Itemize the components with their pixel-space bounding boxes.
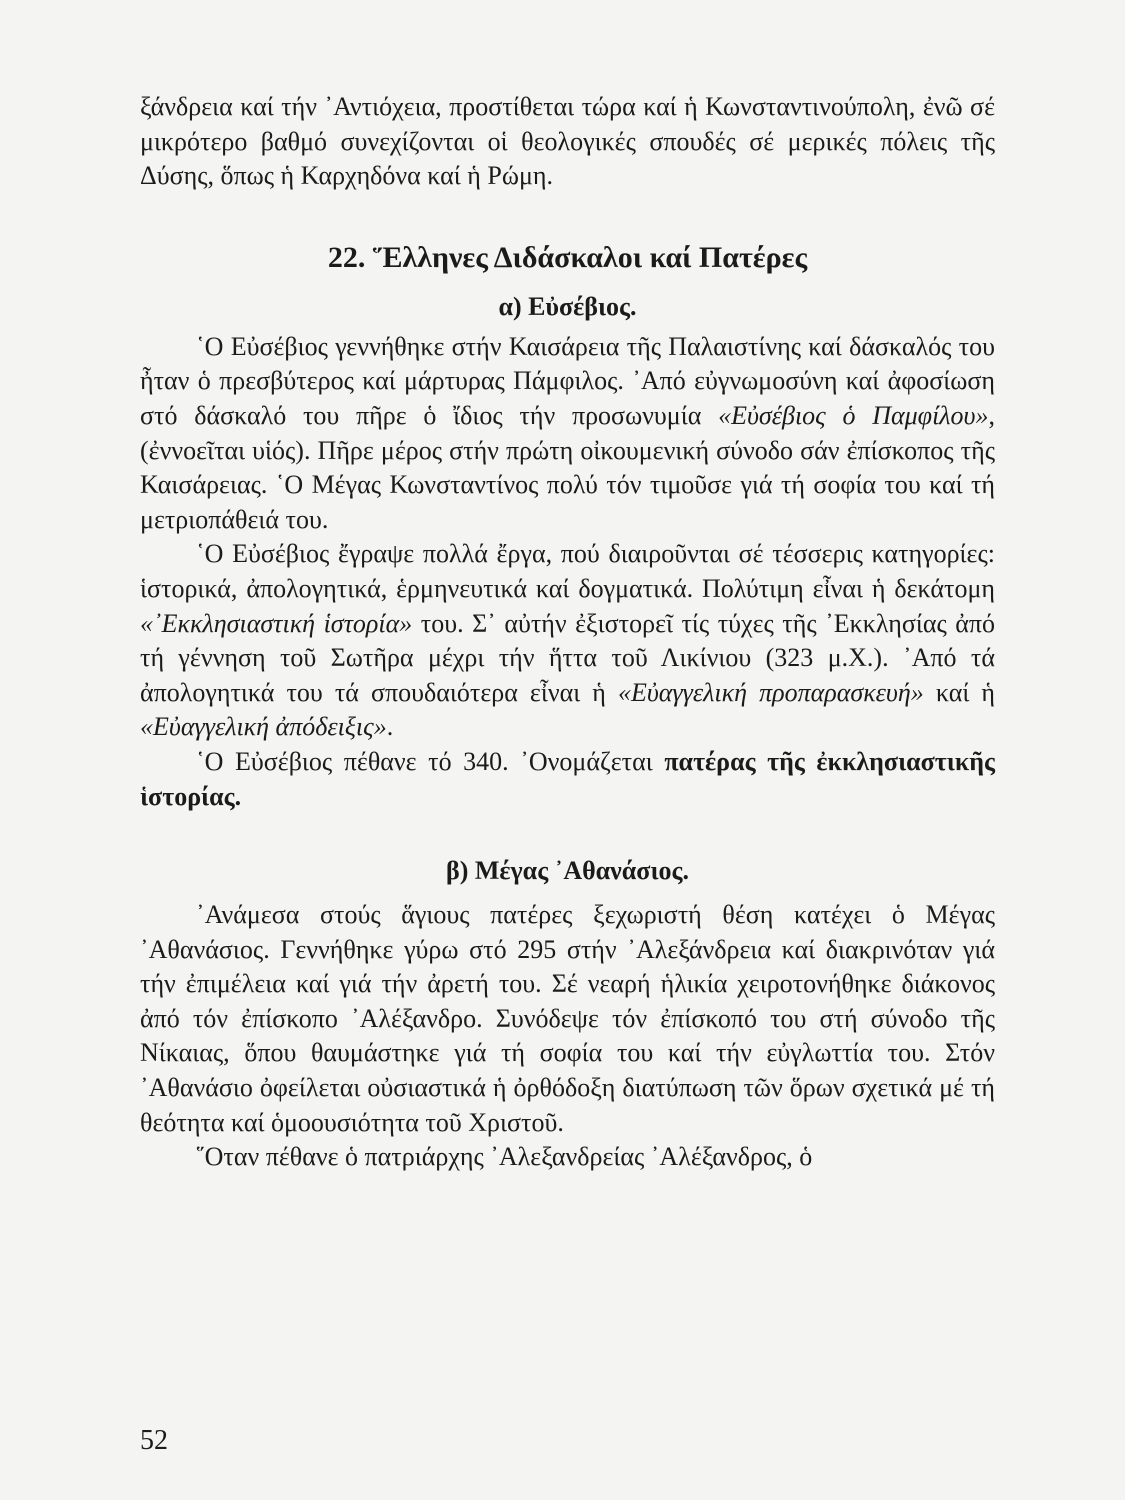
italic-title: «᾿Εκκλησιαστική ἱστορία» [140, 608, 413, 638]
athanasius-paragraph-1: ᾿Ανάμεσα στούς ἅγιους πατέρες ξεχωριστή θέση κατέχει ὁ Μέγας ᾿Αθανάσιος. Γεννήθηκε γύρω στό 295 στήν ᾿Αλεξάνδρεια καί διακρινόταν γιά τήν ἐπιμέλεια καί γιά τήν ἀρετή του. Σέ νεαρή ἡλικία χειροτονήθηκε διάκονος ἀπό τόν ἐπίσκοπο ᾿Αλέξανδρο. Συνόδεψε τόν ἐπίσκοπό του στή σύνοδο τῆς Νίκαιας, ὅπου θαυμάστηκε γιά τή σοφία του καί τήν εὐγλωττία του. Στόν ᾿Αθανάσιο ὀφείλεται οὐσιαστικά ἡ ὀρθόδοξη διατύπωση τῶν ὅρων σχετικά μέ τή θεότητα καί ὁμοουσιότητα τοῦ Χριστοῦ. [140, 900, 995, 1137]
text-block [140, 90, 995, 1175]
bold-phrase: πατέρας τῆς ἐκκλησιαστικῆς ἱστορίας. [140, 746, 995, 811]
section-title-eusebius: α) Εὐσέβιος. [498, 291, 637, 321]
italic-title: «Εὐαγγελική προπαρασκευή» [617, 677, 924, 707]
eusebius-paragraph-3 [140, 745, 995, 814]
text-run: , (ἐννοεῖται υἱός). Πῆρε μέρος στήν πρώτη οἰκουμενική σύνοδο σάν ἐπίσκοπος τῆς Καισάρειας. ῾Ο Μέγας Κωνσταντίνος πολύ τόν τιμοῦσε γιά τή σοφία του καί τή μετριοπάθειά του. [140, 400, 995, 534]
text-run: του. Σ᾿ αὐτήν ἐξιστορεῖ τίς τύχες τῆς ᾿Εκκλησίας ἀπό τή γέννηση τοῦ Σωτῆρα μέχρι τήν ἥττα τοῦ Λικίνιου (323 μ.Χ.). ᾿Από τά ἀπολογητικά του τά σπουδαιότερα εἶναι ἡ [140, 608, 995, 707]
italic-title: «Εὐαγγελική ἀπόδειξις» [140, 712, 387, 742]
page-number: 52 [140, 1425, 168, 1456]
text-run: ῾Ο Εὐσέβιος γεννήθηκε στήν Καισάρεια τῆς Παλαιστίνης καί δάσκαλός του ἦταν ὁ πρεσβύτερος καί μάρτυρας Πάμφιλος. ᾿Από εὐγνωμοσύνη καί ἀφοσίωση στό δάσκαλό του πῆρε ὁ ἴδιος τήν προσωνυμία [140, 331, 995, 430]
chapter-title: 22. Ἕλληνες Διδάσκαλοι καί Πατέρες [327, 240, 808, 274]
text-run: ῾Ο Εὐσέβιος ἔγραψε πολλά ἔργα, πού διαιροῦνται σέ τέσσερις κατηγορίες: ἱστορικά, ἀπολογητικά, ἑρμηνευτικά καί δογματικά. Πολύτιμη εἶναι ἡ δεκάτομη [140, 539, 995, 603]
text-run: . [386, 712, 394, 742]
athanasius-paragraph-2: ῞Οταν πέθανε ὁ πατριάρχης ᾿Αλεξανδρείας ᾿Αλέξανδρος, ὁ [196, 1142, 813, 1172]
eusebius-paragraph-1 [140, 330, 995, 538]
intro-paragraph: ξάνδρεια καί τήν ᾿Αντιόχεια, προστίθεται τώρα καί ἡ Κωνσταντινούπολη, ἐνῶ σέ μικρότερο βαθμό συνεχίζονται οἱ θεολογικές σπουδές σέ μερικές πόλεις τῆς Δύσης, ὅπως ἡ Καρχηδόνα καί ἡ Ρώμη. [140, 92, 995, 191]
section-title-athanasius: β) Μέγας ᾿Αθανάσιος. [446, 856, 689, 886]
italic-title: «Εὐσέβιος ὁ Παμφίλου» [718, 400, 989, 430]
text-run: ῾Ο Εὐσέβιος πέθανε τό 340. ᾿Ονομάζεται [196, 746, 665, 776]
text-run: καί ἡ [923, 677, 995, 707]
eusebius-paragraph-2 [140, 537, 995, 745]
